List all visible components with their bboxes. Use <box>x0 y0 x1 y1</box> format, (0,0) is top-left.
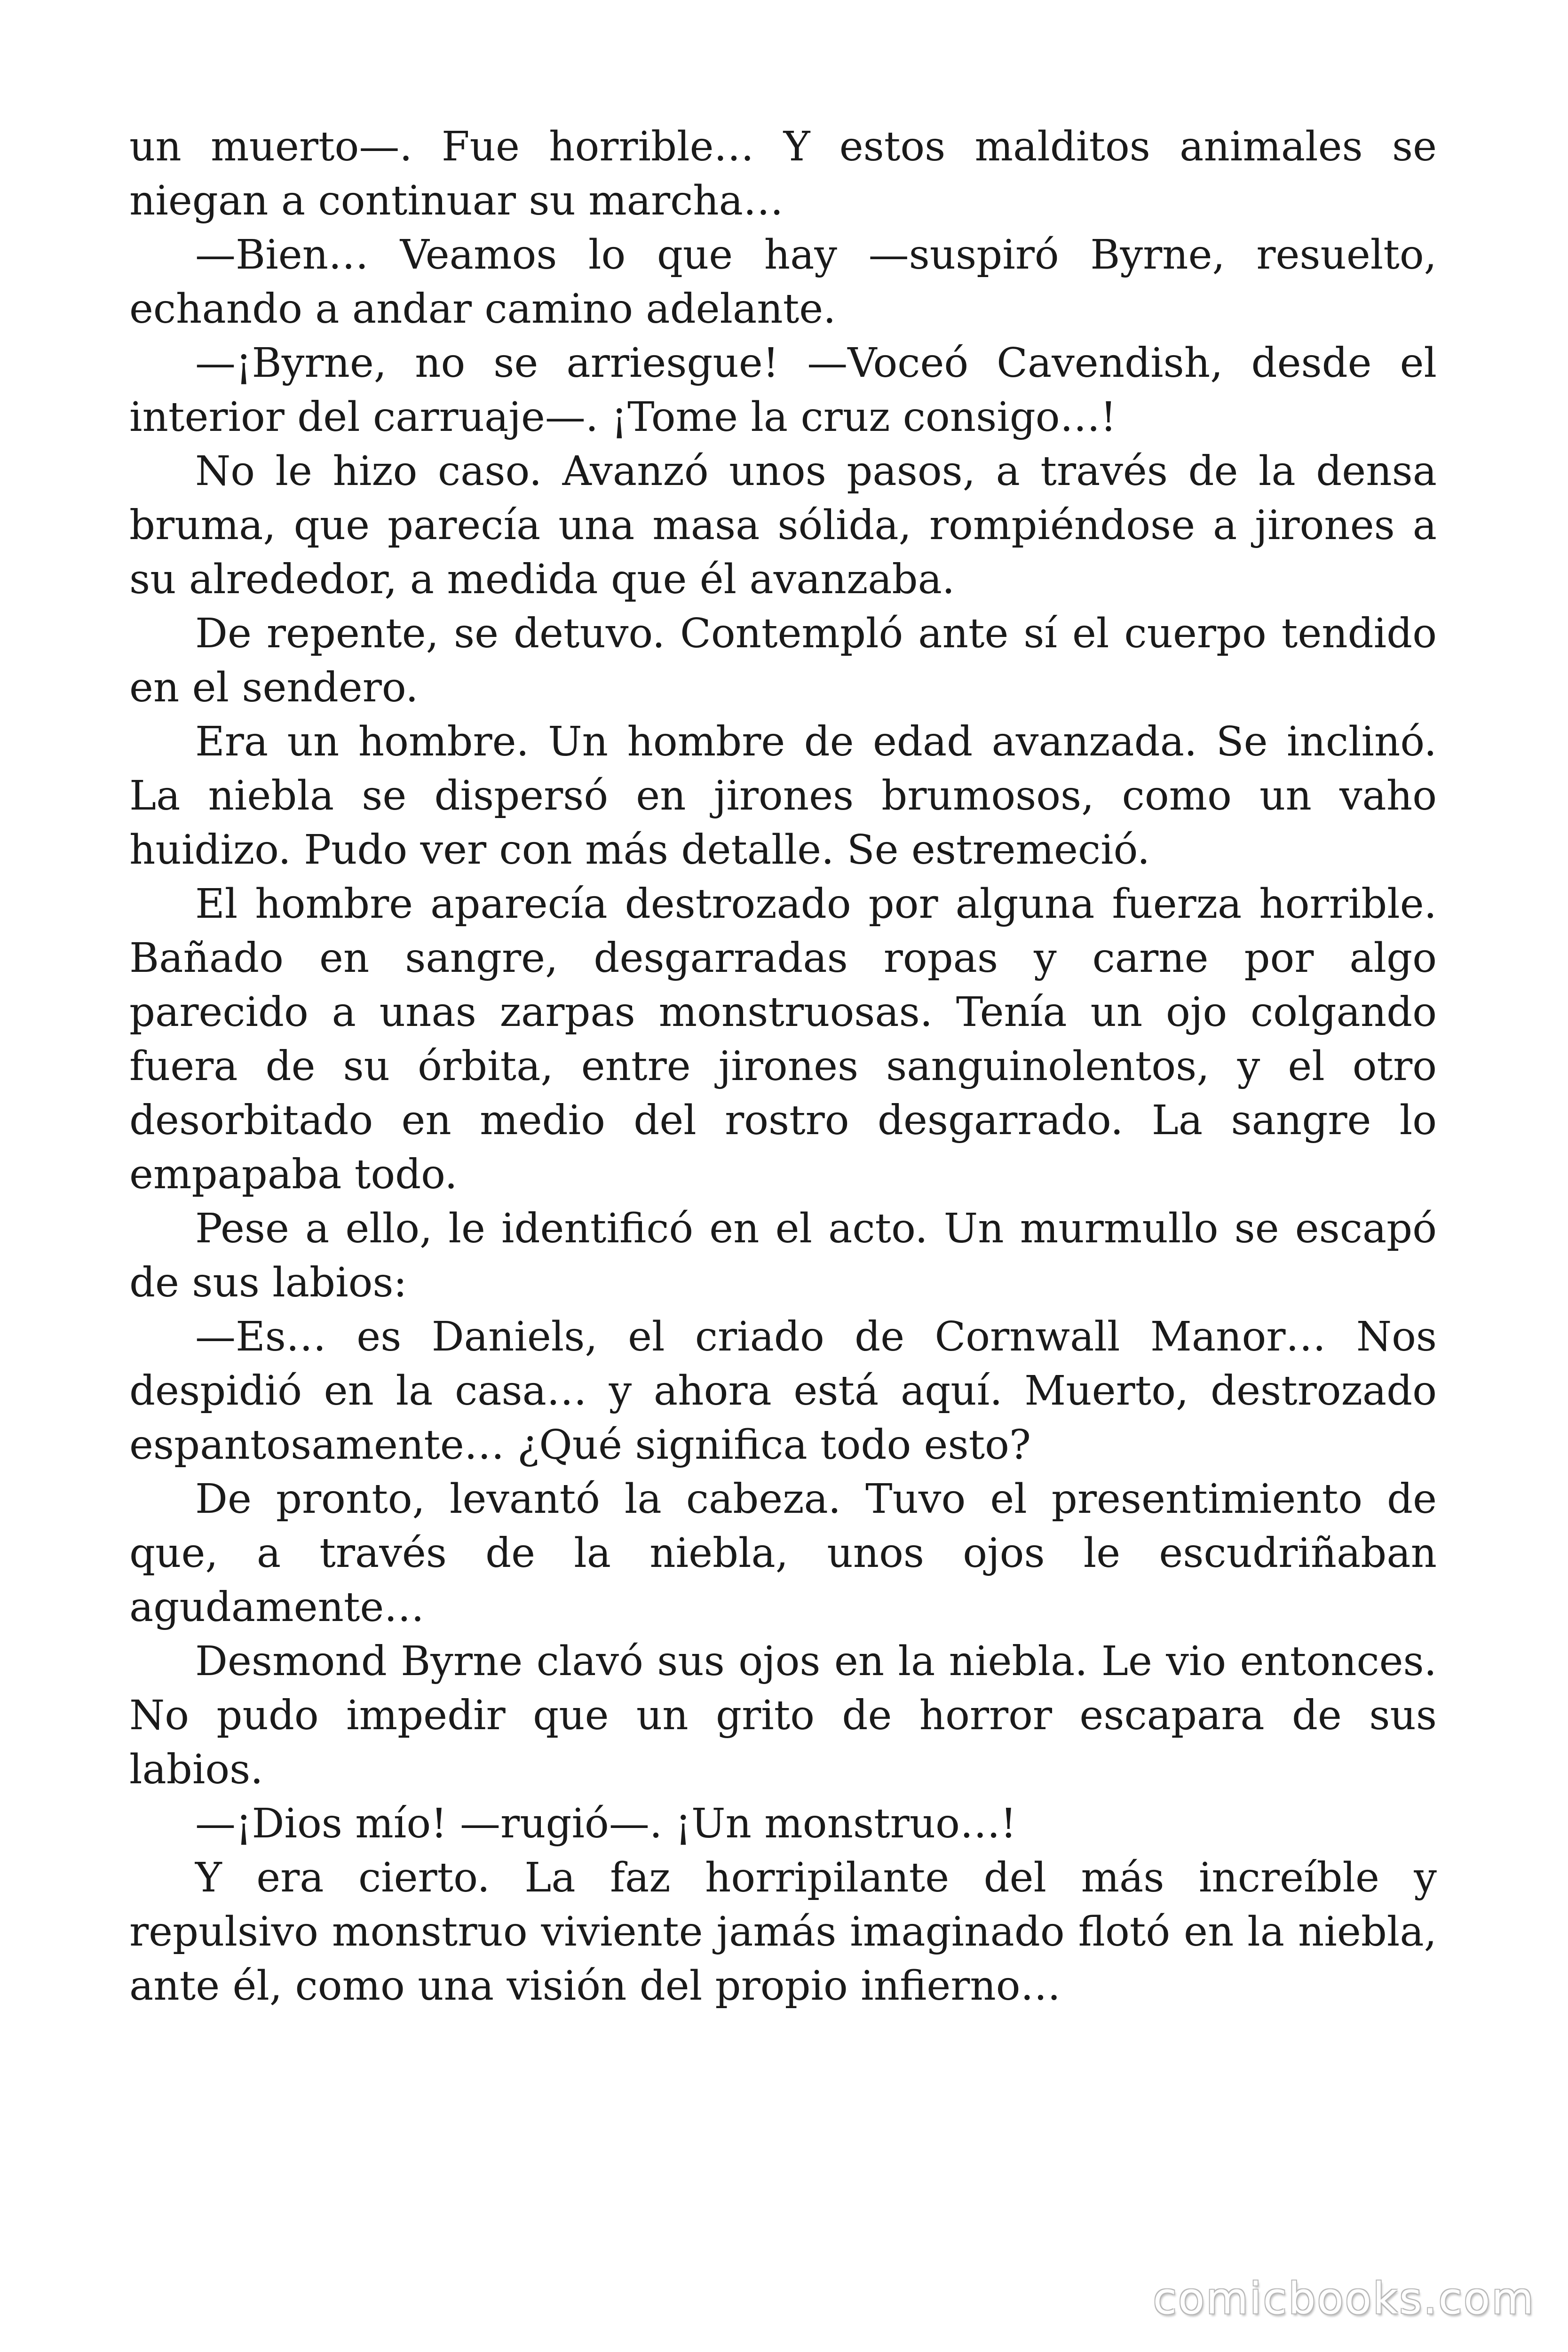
paragraph-5: De repente, se detuvo. Contempló ante sí el cuerpo tendido en el sendero. <box>129 610 1437 711</box>
paragraph-6: Era un hombre. Un hombre de edad avanzada. Se inclinó. La niebla se dispersó en jirones brumosos, como un vaho huidizo. Pudo ver con más detalle. Se estremeció. <box>129 718 1437 874</box>
paragraph-11: Desmond Byrne clavó sus ojos en la niebla. Le vio entonces. No pudo impedir que un grito de horror escapara de sus labios. <box>129 1638 1437 1793</box>
paragraph-1: un muerto—. Fue horrible… Y estos malditos animales se niegan a continuar su marcha… <box>129 123 1437 224</box>
paragraph-9: —Es… es Daniels, el criado de Cornwall Manor… Nos despidió en la casa… y ahora está aquí. Muerto, destrozado espantosamente… ¿Qué significa todo esto? <box>129 1313 1437 1469</box>
paragraph-13: Y era cierto. La faz horripilante del más increíble y repulsivo monstruo viviente jamás imaginado flotó en la niebla, ante él, como una visión del propio infierno… <box>129 1854 1437 2010</box>
paragraph-8: Pese a ello, le identificó en el acto. Un murmullo se escapó de sus labios: <box>129 1205 1437 1306</box>
paragraph-7: El hombre aparecía destrozado por alguna fuerza horrible. Bañado en sangre, desgarradas ropas y carne por algo parecido a unas zarpas monstruosas. Tenía un ojo colgando fuera de su órbita, entre jirones sanguinolentos, y el otro desorbitado en medio del rostro desgarrado. La sangre lo empapaba todo. <box>129 881 1437 1198</box>
watermark: comicbooks.com <box>1153 2273 1535 2324</box>
paragraph-12: —¡Dios mío! —rugió—. ¡Un monstruo…! <box>195 1800 1017 1847</box>
body-text <box>129 120 1437 2013</box>
paragraph-4: No le hizo caso. Avanzó unos pasos, a través de la densa bruma, que parecía una masa sólida, rompiéndose a jirones a su alrededor, a medida que él avanzaba. <box>129 448 1437 603</box>
paragraph-10: De pronto, levantó la cabeza. Tuvo el presentimiento de que, a través de la niebla, unos ojos le escudriñaban agudamente… <box>129 1476 1437 1631</box>
paragraph-3: —¡Byrne, no se arriesgue! —Voceó Cavendish, desde el interior del carruaje—. ¡Tome la cruz consigo…! <box>129 340 1437 441</box>
paragraph-2: —Bien… Veamos lo que hay —suspiró Byrne, resuelto, echando a andar camino adelante. <box>129 231 1437 333</box>
